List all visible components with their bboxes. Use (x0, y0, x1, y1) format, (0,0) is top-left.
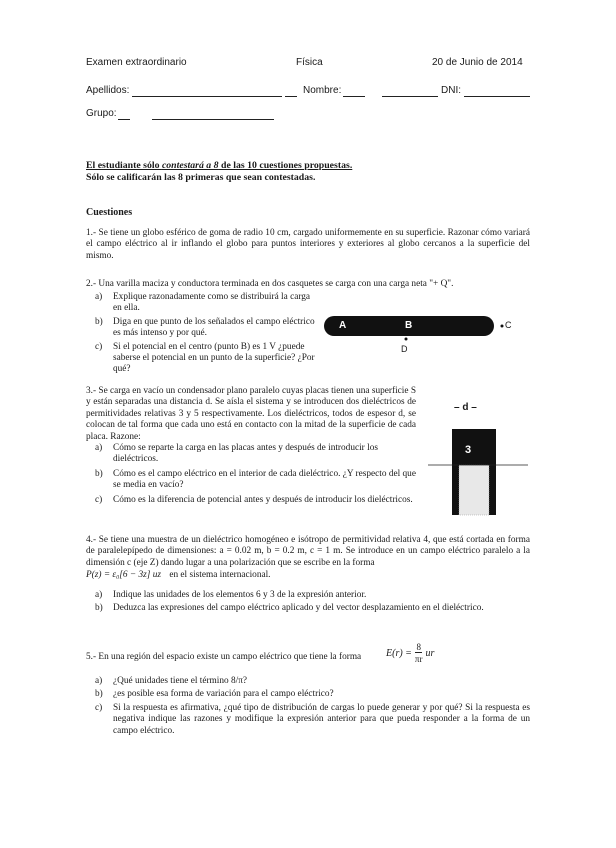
formula-unit: ur (425, 647, 435, 659)
polarization-formula: P(z) = ε₀[6 − 3z] uz (86, 570, 161, 580)
q2-item-a (95, 292, 320, 315)
formula-denominator: πr (414, 654, 423, 664)
question-4-formula-line (86, 570, 530, 581)
q3-item-a (95, 443, 417, 466)
surnames-field-extra (285, 96, 297, 97)
dielectric-label: 3 (465, 444, 472, 456)
q2-item-a-label: a) (95, 292, 103, 302)
instructions-line-2: Sólo se calificarán las 8 primeras que sean contestadas. (86, 172, 316, 183)
dni-field[interactable] (464, 96, 530, 97)
surnames-label: Apellidos: (86, 85, 130, 96)
section-title: Cuestiones (86, 207, 133, 218)
q3-item-c (95, 495, 417, 506)
q3-item-b (95, 469, 417, 492)
q3-item-b-text: Cómo es el campo eléctrico en el interior de cada dieléctrico. ¿Y respecto del que se media en vacío? (113, 468, 416, 491)
right-plate (489, 429, 496, 515)
point-d-label: D (401, 344, 408, 354)
q2-item-a-text: Explique razonadamente como se distribuirá la carga en ella. (113, 292, 311, 314)
q5-item-c-label: c) (95, 702, 103, 713)
group-field-extra (152, 119, 274, 120)
q2-item-b-label: b) (95, 316, 103, 327)
q4-item-a-label: a) (95, 590, 103, 600)
subject: Física (296, 57, 323, 68)
q3-item-c-text: Cómo es la diferencia de potencial antes y después de introducir los dieléctricos. (113, 494, 413, 505)
point-c-dot (501, 325, 504, 328)
instr-em: contestará a 8 (161, 160, 219, 171)
name-label: Nombre: (303, 85, 342, 96)
field-formula (386, 642, 434, 664)
group-label: Grupo: (86, 108, 117, 119)
q2-item-b (95, 317, 320, 340)
formula-lhs: E(r) = (386, 647, 412, 659)
q2-item-c (95, 342, 320, 376)
question-1: 1.- Se tiene un globo esférico de goma de radio 10 cm, cargado uniformemente en su superficie. Razonar cómo variará el campo eléctrico al ir inflando el globo para puntos interiores y exteriores al globo cercanos a la superficie del mismo. (86, 228, 530, 261)
q5-item-b-label: b) (95, 689, 103, 700)
question-3-items (95, 443, 417, 506)
q4-item-b-text: Deduzca las expresiones del campo eléctrico aplicado y del vector desplazamiento en el dieléctrico. (113, 603, 484, 614)
instructions-line-1 (86, 160, 352, 171)
q4-item-b (95, 603, 530, 614)
question-4-intro: 4.- Se tiene una muestra de un dieléctrico homogéneo e isótropo de permitividad relativa 4, que está cortada en forma de paralelepípedo de dimensiones: a = 0.02 m, b = 0.2 m, c = 1 m. Se introduce en un campo eléctrico paralelo a la dimensión c (eje Z) dando lugar a una polarización que se escribe en la forma (86, 535, 530, 568)
point-a-label: A (339, 320, 347, 331)
rod-figure (322, 310, 522, 358)
q2-item-c-text: Si el potencial en el centro (punto B) es 1 V ¿puede saberse el potencial en un punto de la superficie? ¿Por qué? (113, 341, 315, 375)
name-field-extra (382, 96, 438, 97)
q5-item-a (95, 676, 530, 687)
exam-date: 20 de Junio de 2014 (432, 57, 523, 68)
q3-item-a-label: a) (95, 443, 103, 453)
surnames-field[interactable] (132, 96, 282, 97)
instr-post: de las 10 cuestiones propuestas. (218, 160, 353, 171)
q5-item-c-text: Si la respuesta es afirmativa, ¿qué tipo de distribución de cargas lo puede generar y por qué? Si la respuesta es negativa indique las razones y modifique la expresión anterior para que pueda responder a la forma de un campo eléctrico. (113, 702, 530, 736)
formula-numerator: 8 (416, 642, 421, 652)
q5-item-a-label: a) (95, 676, 103, 686)
q2-item-b-text: Diga en que punto de los señalados el campo eléctrico es más intenso y por qué. (113, 316, 315, 339)
q4-item-a-text: Indique las unidades de los elementos 6 y 3 de la expresión anterior. (113, 590, 367, 600)
q3-item-a-text: Cómo se reparte la carga en las placas antes y después de introducir los dieléctricos. (113, 443, 378, 465)
dielectric-5 (459, 465, 489, 515)
q3-item-b-label: b) (95, 468, 103, 479)
name-field[interactable] (343, 96, 365, 97)
q5-item-b-text: ¿es posible esa forma de variación para el campo eléctrico? (113, 689, 334, 700)
q3-item-c-label: c) (95, 494, 103, 505)
question-3-intro: 3.- Se carga en vacío un condensador plano paralelo cuyas placas tienen una superficie S y están separadas una distancia d. Se aísla el sistema y se introducen dos dieléctricos de permitividades relativas 3 y 5 respectivamente. Los dieléctricos, todos de espesor d, se colocan de tal forma que cada uno está en contacto con la mitad de la superficie de cada placa. Razone: (86, 386, 416, 442)
question-5-items (95, 676, 530, 737)
distance-label: – d – (454, 402, 477, 413)
dielectric-3 (459, 429, 489, 465)
question-5-intro: 5.- En una región del espacio existe un campo eléctrico que tiene la forma (86, 652, 362, 662)
q4-units-note: en el sistema internacional. (169, 570, 271, 580)
exam-type: Examen extraordinario (86, 57, 187, 68)
q2-item-c-label: c) (95, 341, 103, 352)
q4-item-b-label: b) (95, 603, 103, 614)
instr-pre: El estudiante sólo (86, 160, 162, 171)
q5-item-c (95, 703, 530, 737)
q5-item-a-text: ¿Qué unidades tiene el término 8/π? (113, 676, 248, 686)
point-c-label: C (505, 320, 512, 330)
point-d-dot (405, 338, 408, 341)
formula-fraction (415, 642, 423, 664)
question-2-items (95, 292, 320, 376)
question-4-items (95, 590, 530, 615)
dni-label: DNI: (441, 85, 461, 96)
capacitor-figure (428, 425, 528, 520)
q5-item-b (95, 689, 530, 700)
left-plate (452, 429, 459, 515)
q4-item-a (95, 590, 530, 601)
point-b-label: B (405, 320, 413, 331)
question-2-intro: 2.- Una varilla maciza y conductora terminada en dos casquetes se carga con una carga neta "+ Q". (86, 279, 454, 289)
group-field[interactable] (118, 119, 130, 120)
